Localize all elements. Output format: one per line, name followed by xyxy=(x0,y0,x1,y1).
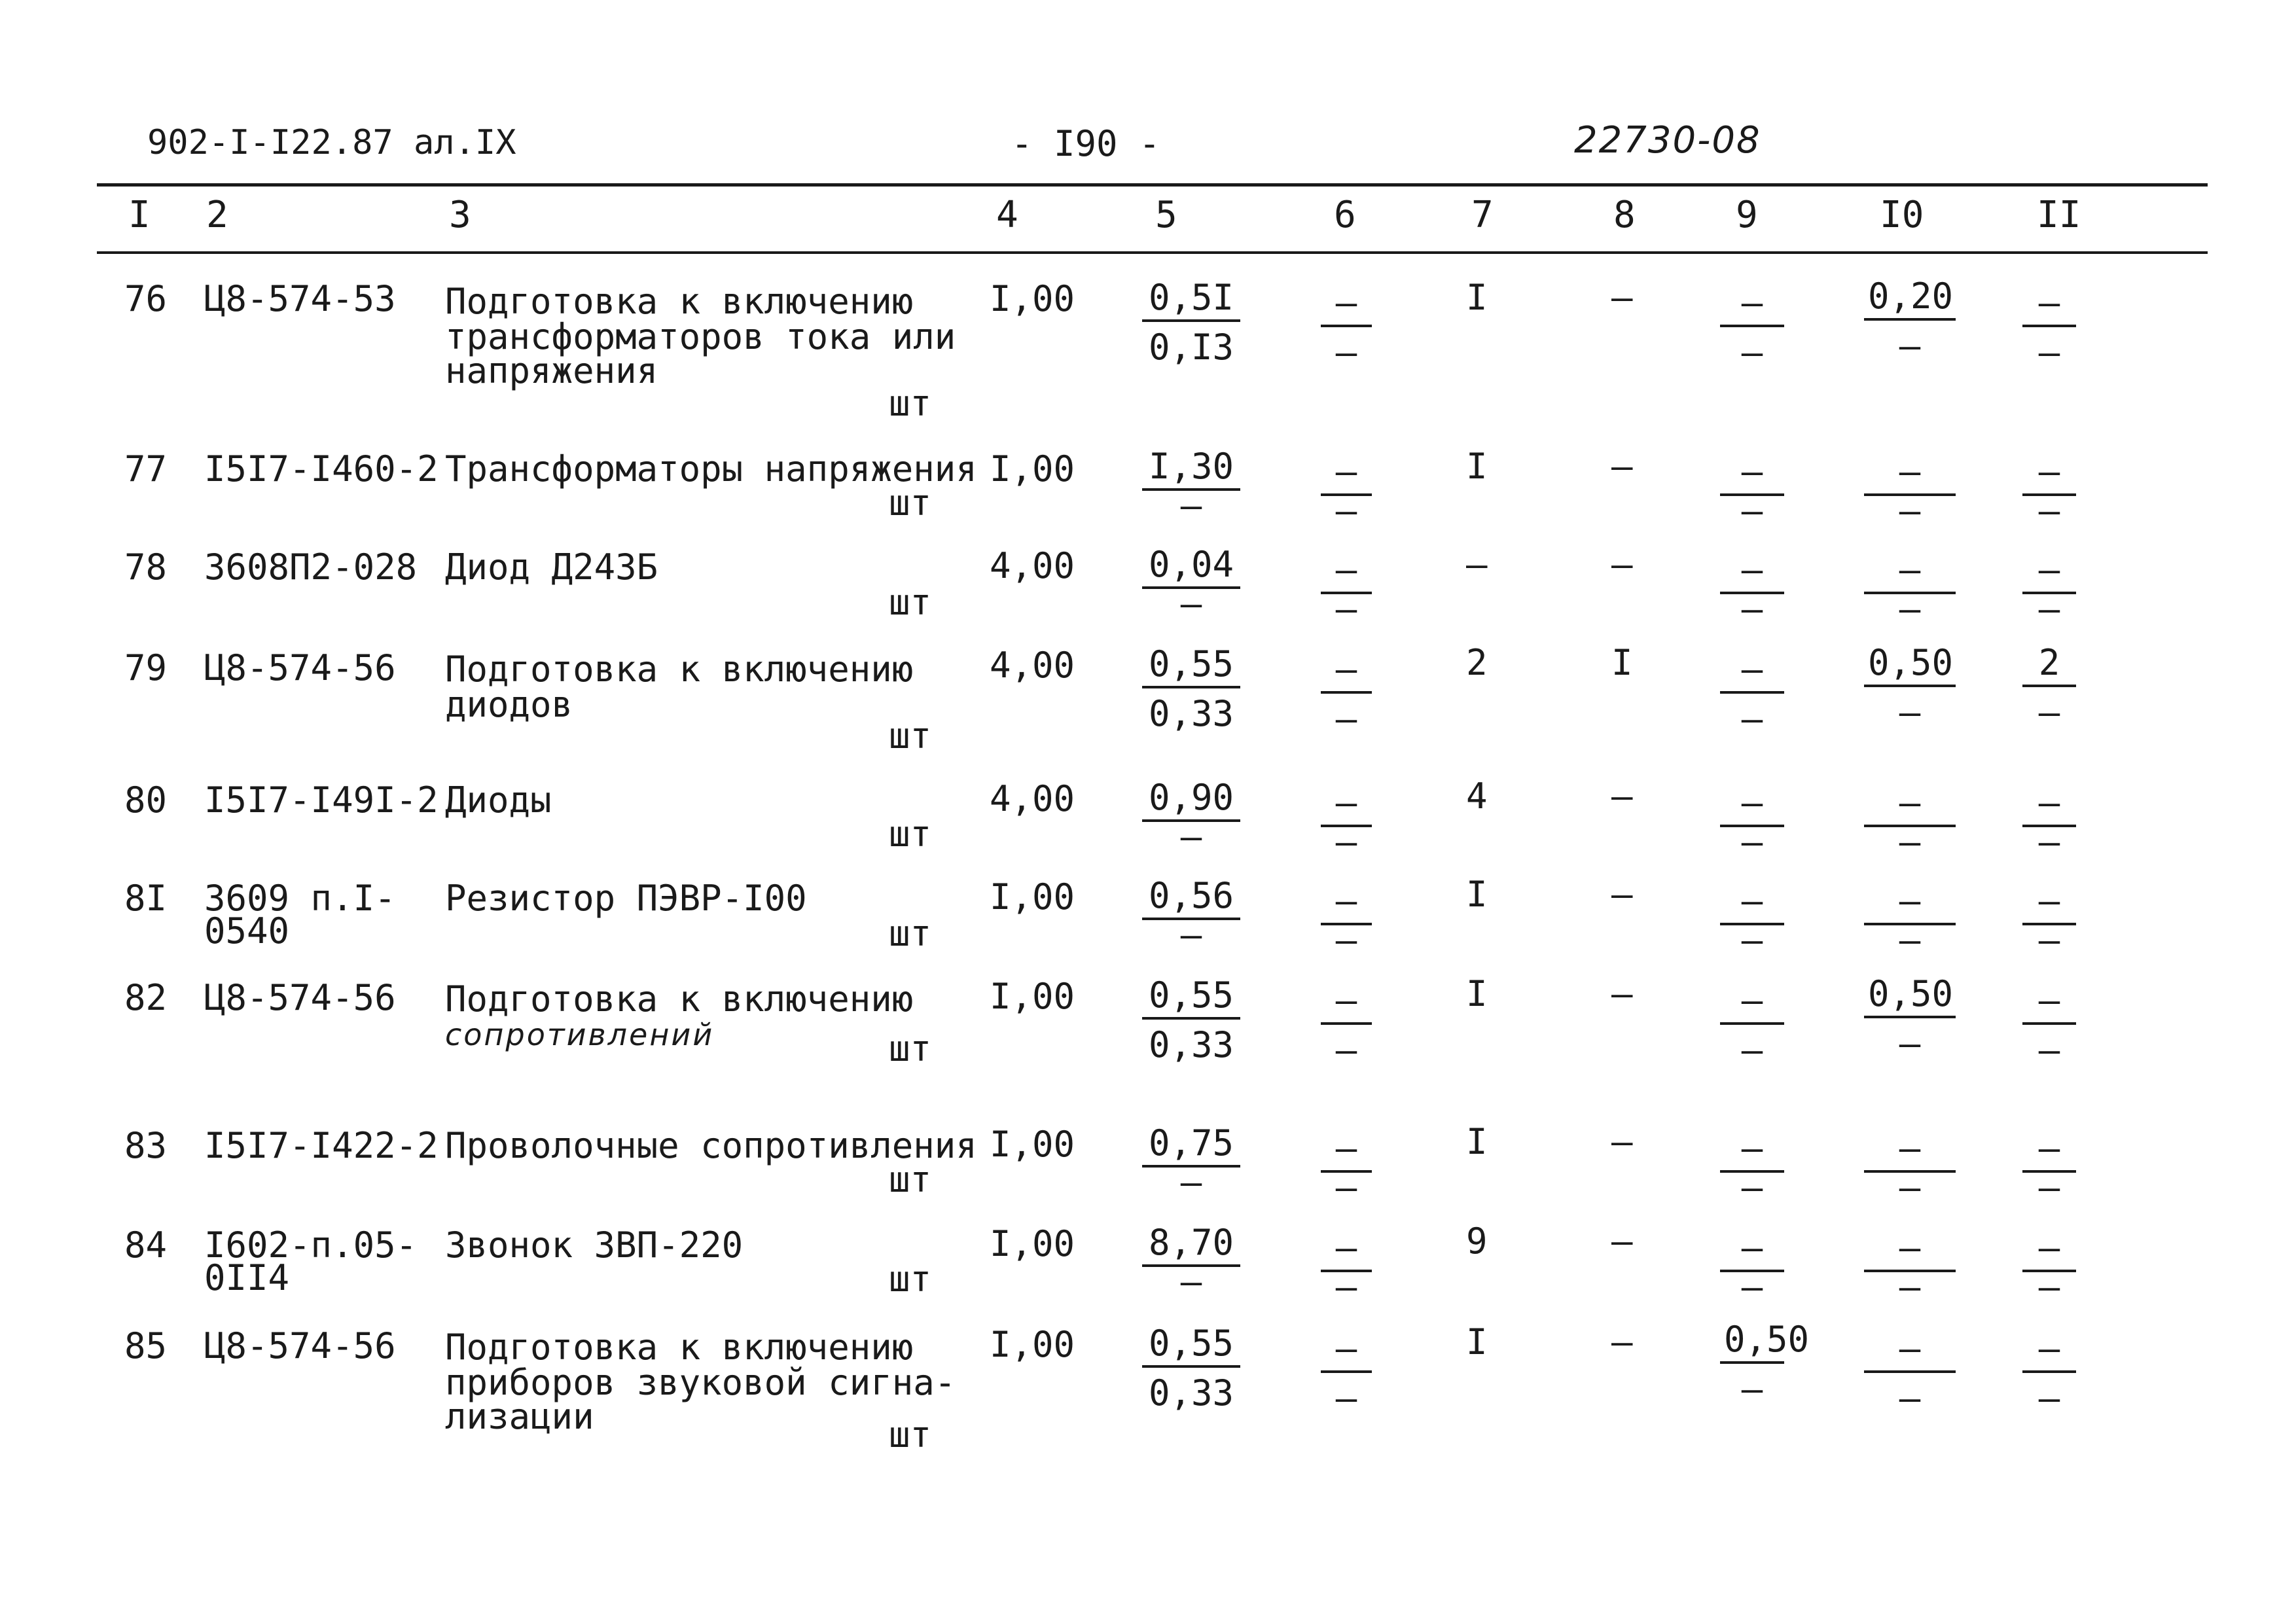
col9-denominator: – xyxy=(1741,698,1763,740)
col6-fraction xyxy=(1321,980,1372,1071)
col6-fraction xyxy=(1321,1328,1372,1419)
unit-label: шт xyxy=(889,1028,932,1069)
quantity-value: I,00 xyxy=(990,876,1075,918)
unit-label: шт xyxy=(889,1159,932,1200)
unit-label: шт xyxy=(889,1258,932,1300)
item-name-line: диодов xyxy=(445,684,573,725)
item-name-line: Резистор ПЭВР-I00 xyxy=(445,878,807,919)
col5-fraction xyxy=(1142,777,1240,857)
col9-numerator: – xyxy=(1720,652,1784,694)
col5-fraction xyxy=(1142,277,1240,368)
col-number-10: I0 xyxy=(1880,194,1924,236)
item-code-continued: 0II4 xyxy=(204,1257,290,1298)
col11-numerator: 2 xyxy=(2022,645,2076,687)
col10-denominator: – xyxy=(1899,1378,1921,1419)
item-name-line: Диод Д243Б xyxy=(445,546,658,588)
col11-numerator: – xyxy=(2022,1131,2076,1173)
col11-denominator: – xyxy=(2038,692,2060,733)
item-name-line: Диоды xyxy=(445,779,552,821)
quantity-value: I,00 xyxy=(990,1324,1075,1365)
col5-denominator: – xyxy=(1180,583,1202,624)
col10-fraction xyxy=(1864,276,1956,366)
item-name-line: Подготовка к включению xyxy=(445,978,914,1020)
unit-label: шт xyxy=(889,582,932,623)
col6-denominator: – xyxy=(1335,490,1357,531)
col11-fraction xyxy=(2022,1328,2076,1419)
col6-fraction xyxy=(1321,1128,1372,1208)
col8-value: – xyxy=(1611,776,1633,817)
col9-denominator: – xyxy=(1741,332,1763,373)
item-code: I602-п.05- xyxy=(204,1224,418,1266)
col8-value: – xyxy=(1611,544,1633,585)
item-code: Ц8-574-56 xyxy=(204,647,396,688)
document-code: 902-I-I22.87 ал.IX xyxy=(147,123,516,162)
col7-value: 4 xyxy=(1466,776,1488,817)
col6-denominator: – xyxy=(1335,821,1357,863)
unit-label: шт xyxy=(889,383,932,424)
col6-denominator: – xyxy=(1335,1029,1357,1071)
col11-numerator: – xyxy=(2022,785,2076,827)
col11-numerator: – xyxy=(2022,552,2076,594)
col-number-4: 4 xyxy=(996,194,1018,236)
col9-numerator: – xyxy=(1720,285,1784,327)
quantity-value: 4,00 xyxy=(990,545,1075,586)
col6-denominator: – xyxy=(1335,1266,1357,1308)
item-code-continued: 0540 xyxy=(204,910,290,952)
unit-label: шт xyxy=(889,813,932,855)
col7-value: I xyxy=(1466,973,1488,1014)
col10-numerator: – xyxy=(1864,785,1956,827)
item-code: 3608П2-028 xyxy=(204,546,418,588)
col-number-9: 9 xyxy=(1736,194,1758,236)
col9-fraction xyxy=(1720,880,1784,961)
col9-numerator: – xyxy=(1720,785,1784,827)
col10-denominator: – xyxy=(1899,919,1921,961)
col8-value: – xyxy=(1611,1121,1633,1162)
col10-numerator: – xyxy=(1864,1131,1956,1173)
col7-value: I xyxy=(1466,277,1488,318)
col5-numerator: 0,55 xyxy=(1142,647,1240,688)
col10-numerator: 0,20 xyxy=(1864,279,1956,321)
col8-value: – xyxy=(1611,1221,1633,1262)
col5-fraction xyxy=(1142,875,1240,955)
inventory-number: 22730-08 xyxy=(1574,119,1761,162)
col5-denominator: – xyxy=(1180,1261,1202,1302)
col11-fraction xyxy=(2022,1128,2076,1208)
col11-numerator: – xyxy=(2022,983,2076,1025)
col10-fraction xyxy=(1864,642,1956,733)
col-number-6: 6 xyxy=(1334,194,1356,236)
col11-fraction xyxy=(2022,782,2076,863)
row-number: 78 xyxy=(124,546,168,588)
item-name-line: трансформаторов тока или xyxy=(445,316,956,357)
col6-denominator: – xyxy=(1335,332,1357,373)
col5-fraction xyxy=(1142,1323,1240,1414)
col5-numerator: 0,75 xyxy=(1142,1126,1240,1168)
col11-numerator: – xyxy=(2022,883,2076,925)
col-number-8: 8 xyxy=(1613,194,1636,236)
col8-value: – xyxy=(1611,277,1633,318)
col10-fraction xyxy=(1864,1128,1956,1208)
col11-fraction xyxy=(2022,980,2076,1071)
row-number: 8I xyxy=(124,878,168,919)
col5-numerator: 0,55 xyxy=(1142,978,1240,1020)
quantity-value: I,00 xyxy=(990,448,1075,490)
col10-numerator: – xyxy=(1864,883,1956,925)
col5-numerator: 8,70 xyxy=(1142,1225,1240,1267)
col9-fraction xyxy=(1720,282,1784,373)
col-number-3: 3 xyxy=(449,194,471,236)
col6-fraction xyxy=(1321,451,1372,531)
item-code: Ц8-574-53 xyxy=(204,278,396,319)
col11-numerator: – xyxy=(2022,454,2076,496)
col11-denominator: – xyxy=(2038,821,2060,863)
col9-numerator: – xyxy=(1720,454,1784,496)
col9-fraction xyxy=(1720,980,1784,1071)
col10-fraction xyxy=(1864,549,1956,630)
col9-fraction xyxy=(1720,782,1784,863)
col6-numerator: – xyxy=(1321,883,1372,925)
col9-numerator: – xyxy=(1720,1131,1784,1173)
col5-denominator: 0,33 xyxy=(1148,693,1234,734)
col-number-5: 5 xyxy=(1155,194,1177,236)
row-number: 85 xyxy=(124,1325,168,1366)
quantity-value: I,00 xyxy=(990,278,1075,319)
col6-numerator: – xyxy=(1321,983,1372,1025)
item-code: Ц8-574-56 xyxy=(204,1325,396,1366)
col5-fraction xyxy=(1142,643,1240,734)
col10-denominator: – xyxy=(1899,1167,1921,1208)
col10-denominator: – xyxy=(1899,325,1921,366)
col5-denominator: – xyxy=(1180,914,1202,955)
col5-numerator: 0,5I xyxy=(1142,280,1240,322)
col10-numerator: 0,50 xyxy=(1864,976,1956,1018)
item-code: I5I7-I460-2 xyxy=(204,448,439,490)
col6-numerator: – xyxy=(1321,1331,1372,1373)
col6-numerator: – xyxy=(1321,285,1372,327)
col11-denominator: – xyxy=(2038,919,2060,961)
col9-numerator: – xyxy=(1720,883,1784,925)
col10-numerator: 0,50 xyxy=(1864,645,1956,687)
col10-fraction xyxy=(1864,1227,1956,1308)
col7-value: 2 xyxy=(1466,642,1488,683)
col11-denominator: – xyxy=(2038,1029,2060,1071)
col10-numerator: – xyxy=(1864,1331,1956,1373)
col7-value: I xyxy=(1466,874,1488,915)
item-name-line: Трансформаторы напряжения xyxy=(445,448,977,490)
item-name-line: Подготовка к включению xyxy=(445,281,914,322)
col5-numerator: 0,04 xyxy=(1142,547,1240,589)
col6-numerator: – xyxy=(1321,552,1372,594)
col5-denominator: – xyxy=(1180,485,1202,526)
unit-label: шт xyxy=(889,482,932,524)
col11-fraction xyxy=(2022,1227,2076,1308)
table-top-rule xyxy=(97,183,2208,187)
col-number-7: 7 xyxy=(1471,194,1494,236)
col10-fraction xyxy=(1864,1328,1956,1419)
col11-numerator: – xyxy=(2022,285,2076,327)
col6-fraction xyxy=(1321,880,1372,961)
col6-numerator: – xyxy=(1321,454,1372,496)
col8-value: I xyxy=(1611,642,1633,683)
item-name-line: Подготовка к включению xyxy=(445,649,914,690)
col10-numerator: – xyxy=(1864,552,1956,594)
col-number-2: 2 xyxy=(206,194,228,236)
col9-denominator: – xyxy=(1741,919,1763,961)
col5-fraction xyxy=(1142,1122,1240,1203)
col6-denominator: – xyxy=(1335,588,1357,630)
col9-denominator: – xyxy=(1741,1167,1763,1208)
col5-fraction xyxy=(1142,974,1240,1065)
col5-fraction xyxy=(1142,544,1240,624)
col11-denominator: – xyxy=(2038,1378,2060,1419)
col7-value: I xyxy=(1466,446,1488,487)
col10-fraction xyxy=(1864,973,1956,1064)
unit-label: шт xyxy=(889,715,932,757)
col10-denominator: – xyxy=(1899,821,1921,863)
col10-denominator: – xyxy=(1899,692,1921,733)
row-number: 82 xyxy=(124,977,168,1018)
quantity-value: I,00 xyxy=(990,976,1075,1017)
col5-numerator: I,30 xyxy=(1142,449,1240,491)
col10-fraction xyxy=(1864,451,1956,531)
item-code: I5I7-I422-2 xyxy=(204,1125,439,1166)
col9-denominator: – xyxy=(1741,1029,1763,1071)
col6-denominator: – xyxy=(1335,919,1357,961)
col9-fraction xyxy=(1720,1319,1810,1410)
col6-denominator: – xyxy=(1335,1378,1357,1419)
col5-numerator: 0,56 xyxy=(1142,878,1240,920)
col11-fraction xyxy=(2022,549,2076,630)
col10-denominator: – xyxy=(1899,1023,1921,1064)
col9-denominator: – xyxy=(1741,588,1763,630)
col8-value: – xyxy=(1611,446,1633,487)
item-code: I5I7-I49I-2 xyxy=(204,779,439,821)
col9-fraction xyxy=(1720,649,1784,740)
row-number: 77 xyxy=(124,448,168,490)
col5-denominator: 0,33 xyxy=(1148,1372,1234,1414)
col6-fraction xyxy=(1321,1227,1372,1308)
col10-denominator: – xyxy=(1899,588,1921,630)
col8-value: – xyxy=(1611,1321,1633,1363)
col6-numerator: – xyxy=(1321,1131,1372,1173)
col11-fraction xyxy=(2022,642,2076,733)
col6-numerator: – xyxy=(1321,785,1372,827)
col11-denominator: – xyxy=(2038,1266,2060,1308)
item-name-handwritten: сопротивлений xyxy=(445,1017,715,1052)
col6-fraction xyxy=(1321,282,1372,373)
row-number: 84 xyxy=(124,1224,168,1266)
col6-fraction xyxy=(1321,549,1372,630)
col10-fraction xyxy=(1864,880,1956,961)
col6-fraction xyxy=(1321,782,1372,863)
col5-denominator: 0,33 xyxy=(1148,1024,1234,1065)
page-number: - I90 - xyxy=(1011,123,1160,164)
quantity-value: I,00 xyxy=(990,1223,1075,1264)
col-number-11: II xyxy=(2037,194,2081,236)
col11-numerator: – xyxy=(2022,1230,2076,1272)
col9-denominator: – xyxy=(1741,1266,1763,1308)
col-number-1: I xyxy=(128,194,151,236)
row-number: 76 xyxy=(124,278,168,319)
col10-denominator: – xyxy=(1899,1266,1921,1308)
item-name-line: приборов звуковой сигна- xyxy=(445,1362,956,1403)
col9-fraction xyxy=(1720,1128,1784,1208)
quantity-value: 4,00 xyxy=(990,778,1075,819)
col5-numerator: 0,90 xyxy=(1142,780,1240,822)
col7-value: I xyxy=(1466,1121,1488,1162)
col9-fraction xyxy=(1720,549,1784,630)
col6-denominator: – xyxy=(1335,698,1357,740)
item-name-line: Подготовка к включению xyxy=(445,1327,914,1368)
item-code: Ц8-574-56 xyxy=(204,977,396,1018)
item-name-line: Проволочные сопротивления xyxy=(445,1125,977,1166)
col8-value: – xyxy=(1611,973,1633,1014)
col9-denominator: – xyxy=(1741,1368,1763,1410)
col10-fraction xyxy=(1864,782,1956,863)
col6-numerator: – xyxy=(1321,652,1372,694)
col9-denominator: – xyxy=(1741,821,1763,863)
row-number: 79 xyxy=(124,647,168,688)
col11-denominator: – xyxy=(2038,490,2060,531)
col9-denominator: – xyxy=(1741,490,1763,531)
item-code: 3609 п.I- xyxy=(204,878,396,919)
col11-fraction xyxy=(2022,451,2076,531)
unit-label: шт xyxy=(889,913,932,954)
col7-value: 9 xyxy=(1466,1221,1488,1262)
row-number: 83 xyxy=(124,1125,168,1166)
col5-denominator: 0,I3 xyxy=(1148,327,1234,368)
col9-numerator: – xyxy=(1720,552,1784,594)
col9-numerator: 0,50 xyxy=(1720,1322,1784,1364)
item-name-line: Звонок ЗВП-220 xyxy=(445,1224,744,1266)
col8-value: – xyxy=(1611,874,1633,915)
col10-numerator: – xyxy=(1864,454,1956,496)
table-header-rule xyxy=(97,251,2208,254)
item-name-line: напряжения xyxy=(445,350,658,391)
quantity-value: 4,00 xyxy=(990,645,1075,686)
col9-numerator: – xyxy=(1720,1230,1784,1272)
col11-fraction xyxy=(2022,880,2076,961)
col5-denominator: – xyxy=(1180,816,1202,857)
col5-denominator: – xyxy=(1180,1162,1202,1203)
col9-fraction xyxy=(1720,1227,1784,1308)
col11-numerator: – xyxy=(2022,1331,2076,1373)
col5-numerator: 0,55 xyxy=(1142,1326,1240,1368)
col6-fraction xyxy=(1321,649,1372,740)
item-name-line: лизации xyxy=(445,1396,594,1437)
col11-denominator: – xyxy=(2038,1167,2060,1208)
col5-fraction xyxy=(1142,1222,1240,1302)
col11-fraction xyxy=(2022,282,2076,373)
col9-fraction xyxy=(1720,451,1784,531)
col5-fraction xyxy=(1142,446,1240,526)
unit-label: шт xyxy=(889,1414,932,1455)
col7-value: I xyxy=(1466,1321,1488,1363)
col6-numerator: – xyxy=(1321,1230,1372,1272)
col9-numerator: – xyxy=(1720,983,1784,1025)
col7-value: – xyxy=(1466,544,1488,585)
col11-denominator: – xyxy=(2038,588,2060,630)
row-number: 80 xyxy=(124,779,168,821)
col6-denominator: – xyxy=(1335,1167,1357,1208)
quantity-value: I,00 xyxy=(990,1124,1075,1165)
col10-denominator: – xyxy=(1899,490,1921,531)
col11-denominator: – xyxy=(2038,332,2060,373)
col10-numerator: – xyxy=(1864,1230,1956,1272)
